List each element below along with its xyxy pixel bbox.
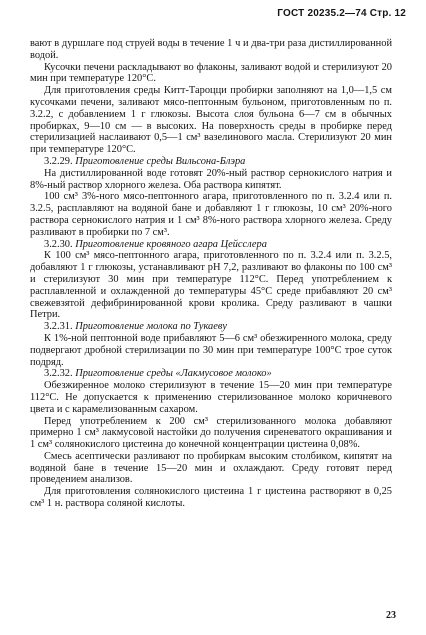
page-number: 23 bbox=[386, 610, 396, 621]
paragraph: Обезжиренное молоко стерилизуют в течение 15—20 мин при температуре 112°С. Не допускается к применению стерилизованное молоко коричневого цвета и с карамелизованным сахаром. bbox=[30, 380, 392, 415]
paragraph: Кусочки печени раскладывают во флаконы, заливают водой и стерилизуют 20 мин при температуре 120°С. bbox=[30, 61, 392, 85]
section-heading bbox=[30, 368, 392, 380]
section-number: 3.2.32. bbox=[44, 368, 73, 380]
paragraph: Смесь асептически разливают по пробиркам высоким столбиком, кипятят на водяной бане в течение 15—20 мин и охлаждают. Среду готовят перед проведением анализов. bbox=[30, 450, 392, 486]
page-header: ГОСТ 20235.2—74 Стр. 12 bbox=[277, 8, 406, 19]
paragraph: вают в дуршлаге под струей воды в течение 1 ч и два-три раза дистиллированной водой. bbox=[30, 38, 392, 61]
section-heading bbox=[30, 239, 392, 251]
paragraph: Для приготовления среды Китт-Тароцци пробирки заполняют на 1,0—1,5 см кусочками печени, заливают мясо-пептонным бульоном, приготовленным по п. 3.2.2, с добавлением 1 г глюкозы. Высота слоя бульона 6—7 см в обычных пробирках, 9—10 см — в высоких. На поверхность среды в пробирке перед стерилизацией наслаивают 0,5—1 см³ вазелинового масла. Стерилизуют 20 мин при температуре 120°С. bbox=[30, 85, 392, 156]
section-number: 3.2.31. bbox=[44, 321, 73, 333]
paragraph: К 1%-ной пептонной воде прибавляют 5—6 см³ обезжиренного молока, среду подвергают дробной стерилизации по 30 мин при температуре 100°С трое суток подряд. bbox=[30, 332, 392, 368]
section-title: Приготовление молока по Тукаеву bbox=[75, 321, 227, 333]
section-number: 3.2.29. bbox=[44, 155, 73, 167]
document-body bbox=[30, 38, 392, 510]
paragraph: На дистиллированной воде готовят 20%-ный раствор сернокислого натрия и 8%-ный раствор хлорного железа. Оба раствора кипятят. bbox=[30, 167, 392, 191]
section-heading bbox=[30, 156, 392, 168]
paragraph: К 100 см³ мясо-пептонного агара, приготовленного по п. 3.2.4 или п. 3.2.5, добавляют 1 г глюкозы, устанавливают рН 7,2, разливают во флаконы по 100 см³ и стерилизуют 30 мин при температуре 112°С. Перед употреблением к расплавленной и охлажденной до температуры 45°С среде прибавляют 20 см³ свежевзятой дефибринированной крови кролика. Среду разливают в чашки Петри. bbox=[30, 250, 392, 321]
section-number: 3.2.30. bbox=[44, 238, 73, 250]
section-heading bbox=[30, 321, 392, 333]
paragraph: Для приготовления солянокислого цистеина 1 г цистеина растворяют в 0,25 см³ 1 н. раствора соляной кислоты. bbox=[30, 486, 392, 510]
paragraph: Перед употреблением к 200 см³ стерилизованного молока добавляют примерно 1 см³ лакмусовой настойки до получения сиреневатого окрашивания и 1 см³ солянокислого цистеина до конечной концентрации цистеина 0,08%. bbox=[30, 415, 392, 451]
paragraph: 100 см³ 3%-ного мясо-пептонного агара, приготовленного по п. 3.2.4 или п. 3.2.5, расплавляют на водяной бане и добавляют 1 г глюкозы, 10 см³ 20%-ного раствора сернокислого натрия и 1 см³ 8%-ного раствора хлорного железа. Среду разливают в пробирки по 7 см³. bbox=[30, 191, 392, 238]
section-title: Приготовление среды «Лакмусовое молоко» bbox=[75, 368, 272, 380]
section-title: Приготовление среды Вильсона-Блэра bbox=[75, 155, 246, 167]
section-title: Приготовление кровяного агара Цейсслера bbox=[75, 238, 267, 250]
